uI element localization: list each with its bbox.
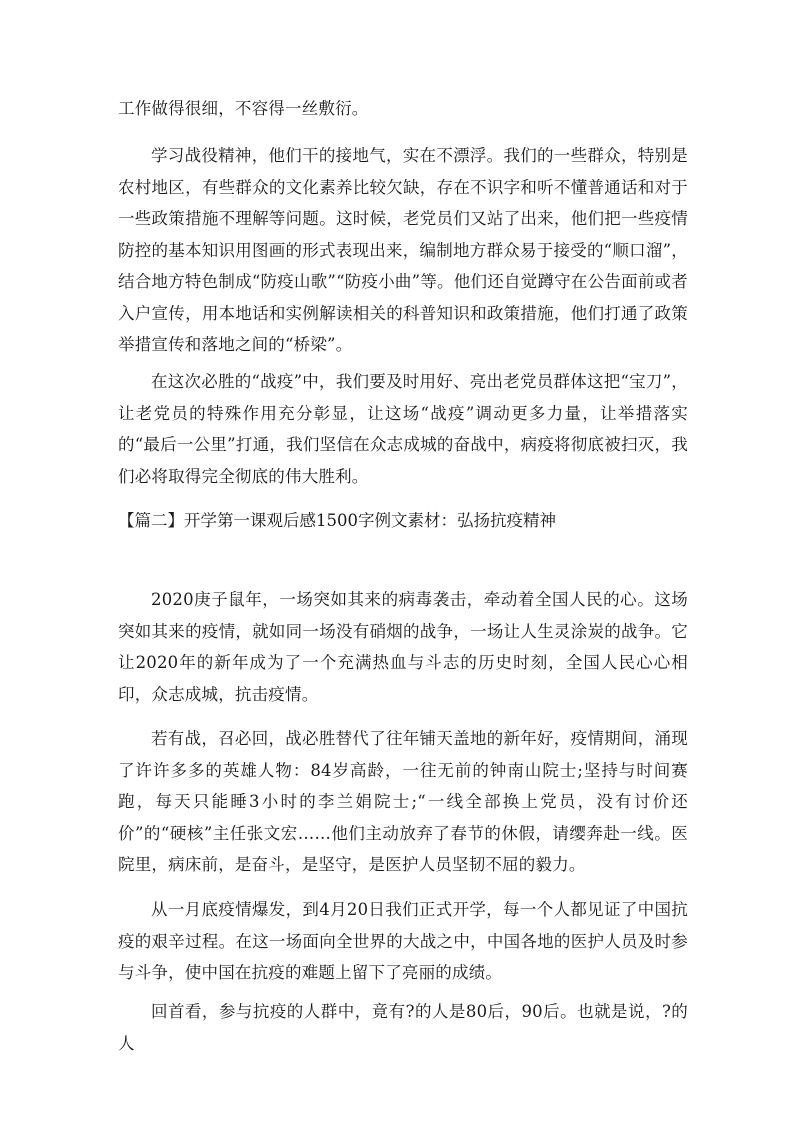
- paragraph-intro-2020: 2020庚子鼠年，一场突如其来的病毒袭击，牵动着全国人民的心。这场突如其来的疫情，就如同一场没有硝烟的战争，一场让人生灵涂炭的战争。它让2020年的新年成为了一个充满热血与斗志的历史时刻，全国人民心心相印，众志成城，抗击疫情。: [118, 590, 688, 704]
- paragraph-victory: 在这次必胜的“战疫”中，我们要及时用好、亮出老党员群体这把“宝刀”，让老党员的特殊作用充分彰显，让这场“战疫”调动更多力量，让举措落实的“最后一公里”打通，我们坚信在众志成城的奋战中，病疫将彻底被扫灭，我们必将取得完全彻底的伟大胜利。: [118, 372, 688, 486]
- paragraph-generation: 回首看，参与抗疫的人群中，竟有?的人是80后，90后。也就是说，?的人: [118, 1002, 688, 1053]
- paragraph-heroes: 若有战，召必回，战必胜替代了往年铺天盖地的新年好，疫情期间，涌现了许许多多的英雄人物：84岁高龄，一往无前的钟南山院士;坚持与时间赛跑，每天只能睡3小时的李兰娟院士;“一线全部换上党员，没有讨价还价”的“硬核”主任张文宏……他们主动放弃了春节的休假，请缨奔赴一线。医院里，病床前，是奋斗，是坚守，是医护人员坚韧不屈的毅力。: [118, 729, 688, 874]
- paragraph-continuation: 工作做得很细，不容得一丝敷衍。: [118, 99, 369, 118]
- paragraph-battle-spirit: 学习战役精神，他们干的接地气，实在不漂浮。我们的一些群众，特别是农村地区，有些群众的文化素养比较欠缺，存在不识字和听不懂普通话和对于一些政策措施不理解等问题。这时候，老党员们又站了出来，他们把一些疫情防控的基本知识用图画的形式表现出来，编制地方群众易于接受的“顺口溜”，结合地方特色制成“防疫山歌”“防疫小曲”等。他们还自觉蹲守在公告面前或者入户宣传，用本地话和实例解读相关的科普知识和政策措施，他们打通了政策举措宣传和落地之间的“桥梁”。: [118, 146, 688, 354]
- section-heading: 【篇二】开学第一课观后感1500字例文素材：弘扬抗疫精神: [118, 511, 556, 530]
- paragraph-school-start: 从一月底疫情爆发，到4月20日我们正式开学，每一个人都见证了中国抗疫的艰辛过程。在这一场面向全世界的大战之中，中国各地的医护人员及时参与斗争，使中国在抗疫的难题上留下了亮丽的成绩。: [118, 900, 688, 982]
